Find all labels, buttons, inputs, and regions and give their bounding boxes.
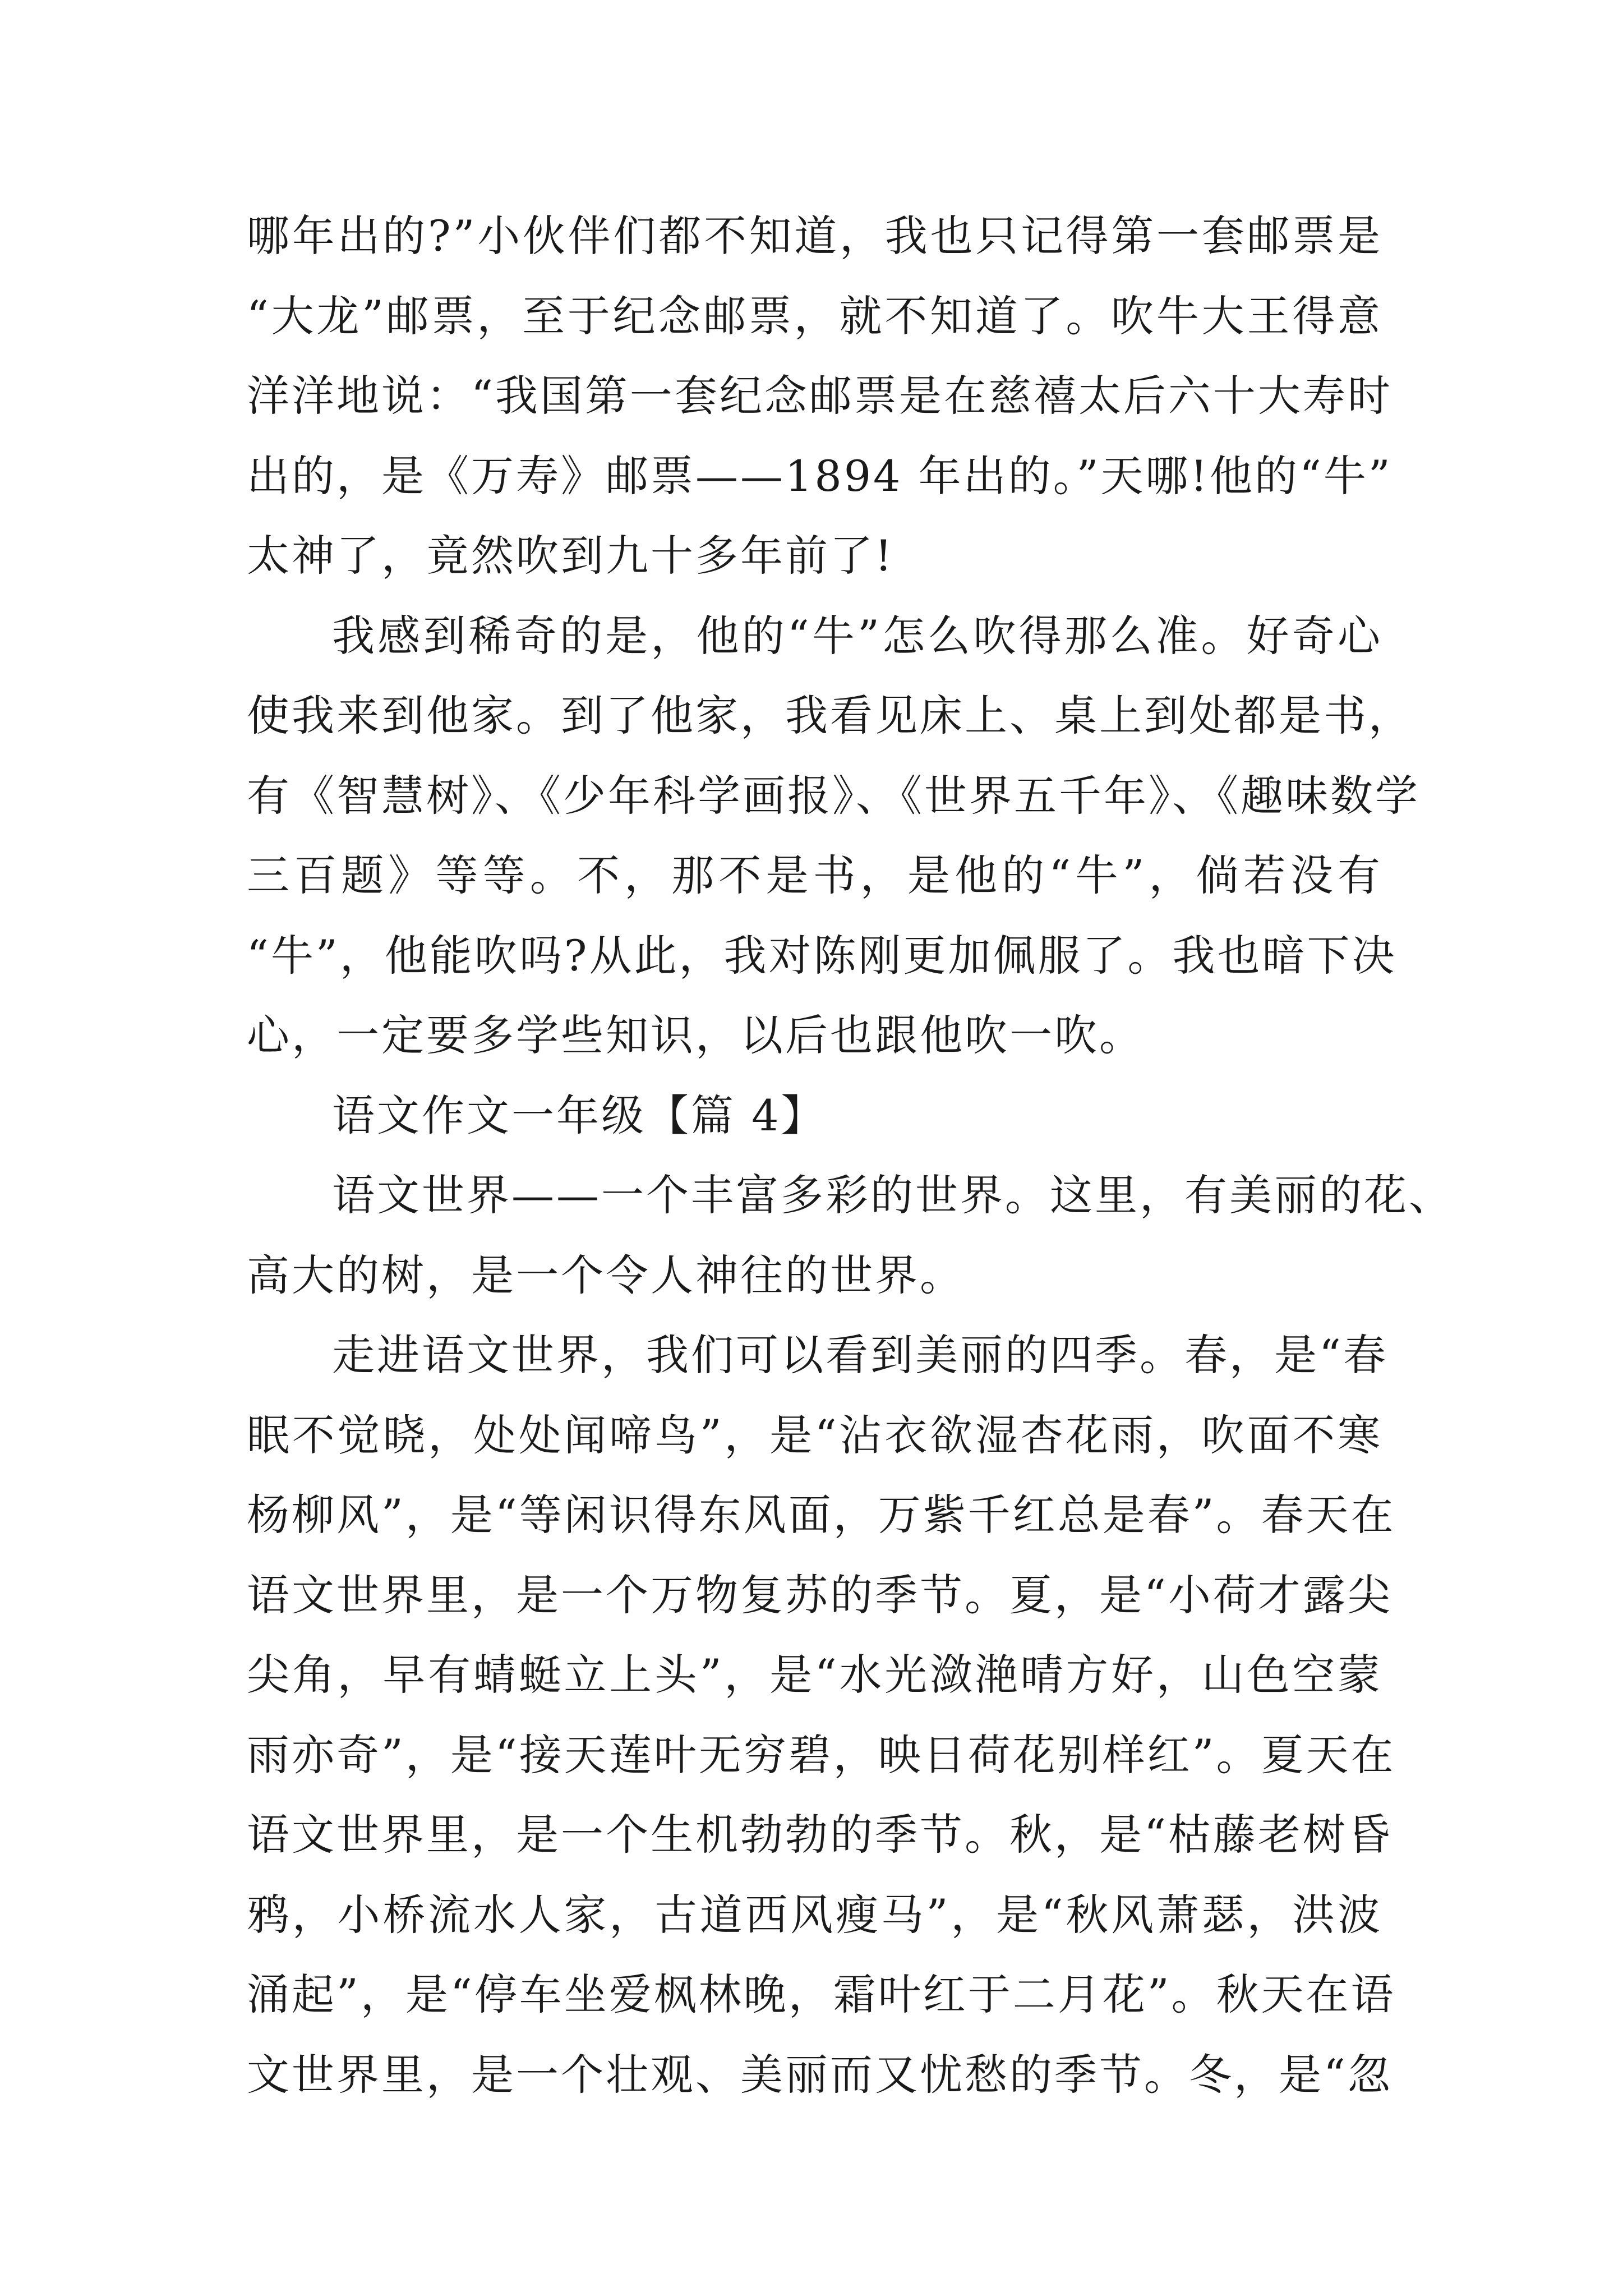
text-line: 杨柳风”，是“等闲识得东风面，万紫千红总是春”。春天在 — [247, 1490, 1396, 1540]
text-line: 雨亦奇”，是“接天莲叶无穷碧，映日荷花别样红”。夏天在 — [247, 1729, 1396, 1780]
text-line: 出的，是《万寿》邮票——1894 年出的。”天哪!他的“牛” — [247, 450, 1393, 501]
document-body — [247, 196, 1454, 2115]
text-line: 哪年出的?”小伙伴们都不知道，我也只记得第一套邮票是 — [247, 211, 1382, 261]
paragraph-first-line: 语文世界——一个丰富多彩的世界。这里，有美丽的花、 — [332, 1170, 1454, 1220]
text-line: 鸦，小桥流水人家，古道西风瘦马”，是“秋风萧瑟，洪波 — [247, 1889, 1382, 1940]
text-line: 语文世界里，是一个万物复苏的季节。夏，是“小荷才露尖 — [247, 1570, 1393, 1620]
paragraph-first-line: 我感到稀奇的是，他的“牛”怎么吹得那么准。好奇心 — [332, 610, 1382, 661]
text-line: 尖角，早有蜻蜓立上头”，是“水光潋滟晴方好，山色空蒙 — [247, 1650, 1382, 1700]
text-line: 眠不觉晓，处处闻啼鸟”，是“沾衣欲湿杏花雨，吹面不寒 — [247, 1410, 1382, 1460]
text-line: 洋洋地说：“我国第一套纪念邮票是在慈禧太后六十大寿时 — [247, 371, 1393, 421]
text-line: 语文世界里，是一个生机勃勃的季节。秋，是“枯藤老树昏 — [247, 1810, 1393, 1860]
text-line: “牛”，他能吹吗?从此，我对陈刚更加佩服了。我也暗下决 — [247, 930, 1397, 981]
section-heading: 语文作文一年级【篇 4】 — [332, 1090, 826, 1140]
text-line: 太神了，竟然吹到九十多年前了! — [247, 531, 895, 581]
text-line: 三百题》等等。不，那不是书，是他的“牛”，倘若没有 — [247, 850, 1382, 900]
text-line: 有《智慧树》、《少年科学画报》、《世界五千年》、《趣味数学 — [247, 770, 1420, 821]
text-line: 文世界里，是一个壮观、美丽而又忧愁的季节。冬，是“忽 — [247, 2049, 1393, 2100]
text-line: 使我来到他家。到了他家，我看见床上、桌上到处都是书， — [247, 691, 1413, 740]
text-line: 高大的树，是一个令人神往的世界。 — [247, 1250, 965, 1300]
text-line: 涌起”，是“停车坐爱枫林晚，霜叶红于二月花”。秋天在语 — [247, 1970, 1396, 2019]
text-line: “大龙”邮票，至于纪念邮票，就不知道了。吹牛大王得意 — [247, 291, 1382, 341]
paragraph-first-line: 走进语文世界，我们可以看到美丽的四季。春，是“春 — [332, 1330, 1388, 1380]
text-line: 心，一定要多学些知识，以后也跟他吹一吹。 — [247, 1010, 1144, 1060]
